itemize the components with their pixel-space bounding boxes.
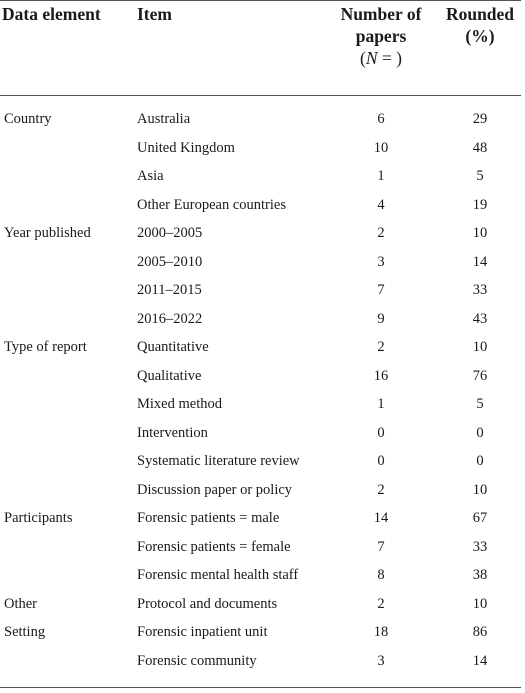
table-row <box>0 623 525 652</box>
item-cell: Forensic mental health staff <box>137 567 299 583</box>
number-cell: 14 <box>373 510 389 526</box>
rounded-cell: 86 <box>472 624 488 640</box>
number-cell: 7 <box>377 538 385 555</box>
rounded-cell: 48 <box>472 139 488 156</box>
table-body <box>0 110 525 680</box>
table-row <box>0 110 525 139</box>
table-row <box>0 424 525 453</box>
table-row <box>0 481 525 510</box>
number-cell: 9 <box>377 310 385 327</box>
table-row <box>0 595 525 624</box>
header-number-line2: papers <box>355 26 407 46</box>
header-rounded-line1: Rounded <box>445 4 515 24</box>
rounded-cell: 33 <box>472 282 488 298</box>
table-row <box>0 452 525 481</box>
table-row <box>0 167 525 196</box>
item-cell: Systematic literature review <box>137 453 300 469</box>
rounded-cell: 5 <box>476 396 484 412</box>
header-number-open: ( <box>360 48 366 68</box>
item-cell: 2005–2010 <box>137 253 203 270</box>
item-cell: Quantitative <box>137 339 209 355</box>
number-cell: 2 <box>377 481 385 498</box>
rounded-cell: 14 <box>472 652 488 669</box>
rounded-cell: 0 <box>476 453 484 469</box>
item-cell: Forensic inpatient unit <box>137 624 268 640</box>
item-cell: 2016–2022 <box>137 310 203 327</box>
table-row <box>0 395 525 424</box>
header-number-close: = ) <box>377 48 402 68</box>
header-rounded-line2: (%) <box>465 26 495 46</box>
number-cell: 1 <box>377 396 385 412</box>
group-cell: Other <box>4 595 38 612</box>
item-cell: Asia <box>137 168 164 184</box>
rounded-cell: 33 <box>472 538 488 555</box>
item-cell: Forensic community <box>137 652 257 669</box>
group-cell: Setting <box>4 624 46 640</box>
table-row <box>0 253 525 282</box>
item-cell: Australia <box>137 111 191 127</box>
rounded-cell: 10 <box>472 339 488 355</box>
header-rounded-percent <box>438 3 522 47</box>
table-row <box>0 509 525 538</box>
table-row <box>0 367 525 396</box>
header-number-line1: Number of <box>340 4 422 24</box>
rounded-cell: 76 <box>472 367 488 384</box>
rounded-cell: 0 <box>476 424 484 441</box>
item-cell: Protocol and documents <box>137 595 278 612</box>
table-row <box>0 338 525 367</box>
item-cell: Other European countries <box>137 196 286 213</box>
rounded-cell: 10 <box>472 225 488 241</box>
header-number-line3 <box>326 47 436 69</box>
table-row <box>0 538 525 567</box>
table-row <box>0 139 525 168</box>
number-cell: 0 <box>377 424 385 441</box>
item-cell: 2011–2015 <box>137 282 202 298</box>
number-cell: 2 <box>377 225 385 241</box>
rounded-cell: 38 <box>472 567 488 583</box>
number-cell: 8 <box>377 567 385 583</box>
number-cell: 0 <box>377 453 385 469</box>
number-cell: 3 <box>377 652 385 669</box>
number-cell: 18 <box>373 624 389 640</box>
table-row <box>0 224 525 253</box>
table-top-rule <box>0 0 521 1</box>
rounded-cell: 29 <box>472 111 488 127</box>
rounded-cell: 67 <box>472 510 488 526</box>
number-cell: 1 <box>377 168 385 184</box>
item-cell: Discussion paper or policy <box>137 481 293 498</box>
group-cell: Country <box>4 111 52 127</box>
number-cell: 7 <box>377 282 385 298</box>
number-cell: 2 <box>377 339 385 355</box>
item-cell: Intervention <box>137 424 208 441</box>
header-number-of-papers <box>326 3 436 69</box>
header-data-element: Data element <box>2 4 101 24</box>
number-cell: 4 <box>377 196 385 213</box>
rounded-cell: 10 <box>472 481 488 498</box>
number-cell: 6 <box>377 111 385 127</box>
table-bottom-rule <box>0 687 521 688</box>
rounded-cell: 10 <box>472 595 488 612</box>
rounded-cell: 5 <box>476 168 484 184</box>
table-row <box>0 566 525 595</box>
header-bottom-rule <box>0 95 521 96</box>
table-row <box>0 281 525 310</box>
group-cell: Year published <box>4 225 91 241</box>
item-cell: Forensic patients = male <box>137 510 280 526</box>
item-cell: Qualitative <box>137 367 202 384</box>
number-cell: 2 <box>377 595 385 612</box>
item-cell: United Kingdom <box>137 139 235 156</box>
header-number-var: N <box>365 48 378 68</box>
number-cell: 10 <box>373 139 389 156</box>
item-cell: Forensic patients = female <box>137 538 291 555</box>
group-cell: Type of report <box>4 339 87 355</box>
header-item: Item <box>137 4 172 24</box>
table-row <box>0 310 525 339</box>
number-cell: 16 <box>373 367 389 384</box>
table-row <box>0 652 525 681</box>
rounded-cell: 14 <box>472 253 488 270</box>
table-row <box>0 196 525 225</box>
group-cell: Participants <box>4 510 73 526</box>
item-cell: 2000–2005 <box>137 225 203 241</box>
item-cell: Mixed method <box>137 396 222 412</box>
rounded-cell: 19 <box>472 196 488 213</box>
number-cell: 3 <box>377 253 385 270</box>
rounded-cell: 43 <box>472 310 488 327</box>
